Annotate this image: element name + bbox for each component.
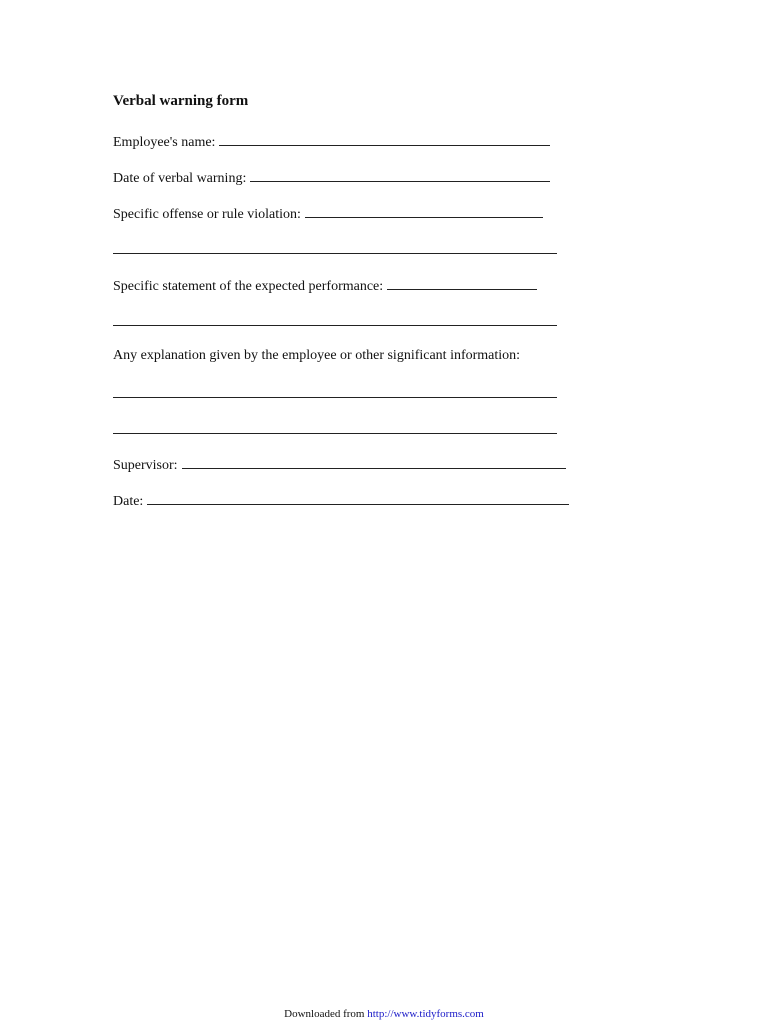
offense-blank[interactable] <box>305 205 543 218</box>
footer-link[interactable]: http://www.tidyforms.com <box>367 1008 484 1020</box>
expected-performance-blank[interactable] <box>387 277 537 290</box>
explanation-blank-1[interactable] <box>113 385 557 398</box>
explanation-blank-row-1 <box>113 385 557 398</box>
date-of-warning-label: Date of verbal warning: <box>113 171 247 186</box>
explanation-blank-2[interactable] <box>113 421 557 434</box>
date-row <box>113 492 569 510</box>
employee-name-blank[interactable] <box>219 133 550 146</box>
supervisor-label: Supervisor: <box>113 458 178 473</box>
expected-performance-continuation-row <box>113 313 557 326</box>
date-label: Date: <box>113 494 144 509</box>
offense-continuation-row <box>113 241 557 254</box>
footer <box>0 1008 768 1020</box>
offense-continuation-blank[interactable] <box>113 241 557 254</box>
offense-label: Specific offense or rule violation: <box>113 207 301 222</box>
supervisor-blank[interactable] <box>182 456 566 469</box>
date-of-warning-row <box>113 169 550 187</box>
employee-name-label: Employee's name: <box>113 135 216 150</box>
explanation-label: Any explanation given by the employee or other significant information: <box>113 348 521 363</box>
date-blank[interactable] <box>147 492 569 505</box>
expected-performance-label: Specific statement of the expected performance: <box>113 279 384 294</box>
offense-row <box>113 205 543 223</box>
date-of-warning-blank[interactable] <box>250 169 550 182</box>
explanation-row <box>113 348 520 364</box>
explanation-blank-row-2 <box>113 421 557 434</box>
employee-name-row <box>113 133 550 151</box>
expected-performance-continuation-blank[interactable] <box>113 313 557 326</box>
expected-performance-row <box>113 277 537 295</box>
footer-prefix: Downloaded from <box>284 1008 365 1020</box>
form-title: Verbal warning form <box>113 93 249 109</box>
supervisor-row <box>113 456 566 474</box>
